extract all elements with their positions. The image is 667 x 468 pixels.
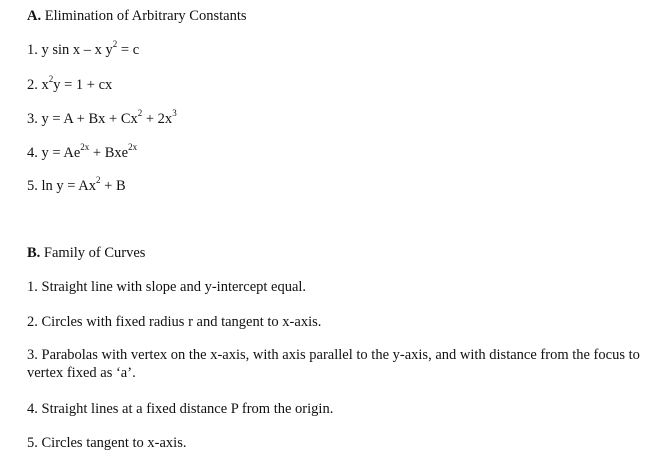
- exponent: 2x: [128, 142, 138, 153]
- item-number: 5.: [27, 435, 38, 451]
- curve-item-3: [27, 346, 647, 382]
- item-number: 4.: [27, 145, 38, 161]
- exponent: 2: [96, 175, 101, 186]
- curve-item-5: [27, 434, 186, 452]
- equation-part: + 2x: [142, 111, 173, 127]
- equation-item-1: [27, 41, 139, 59]
- equation-part: y = 1 + cx: [53, 77, 113, 93]
- section-a-title: Elimination of Arbitrary Constants: [44, 8, 247, 24]
- exponent: 3: [172, 108, 177, 119]
- equation-item-4: [27, 144, 137, 162]
- item-text: Straight line with slope and y-intercept equal.: [41, 279, 307, 295]
- equation-part: y = Ae: [41, 145, 81, 161]
- curve-item-2: [27, 313, 321, 331]
- section-b-heading: [27, 244, 145, 262]
- item-number: 2.: [27, 77, 38, 93]
- equation-part: y = A + Bx + Cx: [41, 111, 138, 127]
- item-text: Circles with fixed radius r and tangent to x-axis.: [41, 314, 322, 330]
- equation-part: ln y = Ax: [41, 178, 97, 194]
- equation-part: + Bxe: [89, 145, 129, 161]
- item-number: 3.: [27, 111, 38, 127]
- item-number: 5.: [27, 178, 38, 194]
- equation-part: x: [41, 77, 49, 93]
- section-a-letter: A.: [27, 8, 42, 24]
- exponent: 2: [112, 39, 118, 50]
- item-text: Parabolas with vertex on the x-axis, with axis parallel to the y-axis, and with distance from the focus to vertex fixed as ‘a’.: [27, 347, 640, 381]
- curve-item-1: [27, 278, 306, 296]
- section-a-heading: [27, 7, 247, 25]
- item-number: 3.: [27, 347, 38, 363]
- item-text: Straight lines at a fixed distance P from the origin.: [41, 401, 334, 417]
- item-number: 1.: [27, 42, 38, 58]
- item-number: 2.: [27, 314, 38, 330]
- curve-item-4: [27, 400, 333, 418]
- section-b-title: Family of Curves: [43, 245, 146, 261]
- equation-part: y sin x – x y: [41, 42, 113, 58]
- equation-part: = c: [117, 42, 140, 58]
- exponent: 2x: [80, 142, 90, 153]
- item-number: 1.: [27, 279, 38, 295]
- equation-item-2: [27, 76, 112, 94]
- item-text: Circles tangent to x-axis.: [41, 435, 187, 451]
- item-number: 4.: [27, 401, 38, 417]
- section-b-letter: B.: [27, 245, 41, 261]
- equation-item-5: [27, 177, 126, 195]
- exponent: 2: [137, 108, 143, 119]
- equation-item-3: [27, 110, 177, 128]
- equation-part: + B: [100, 178, 126, 194]
- exponent: 2: [48, 74, 54, 85]
